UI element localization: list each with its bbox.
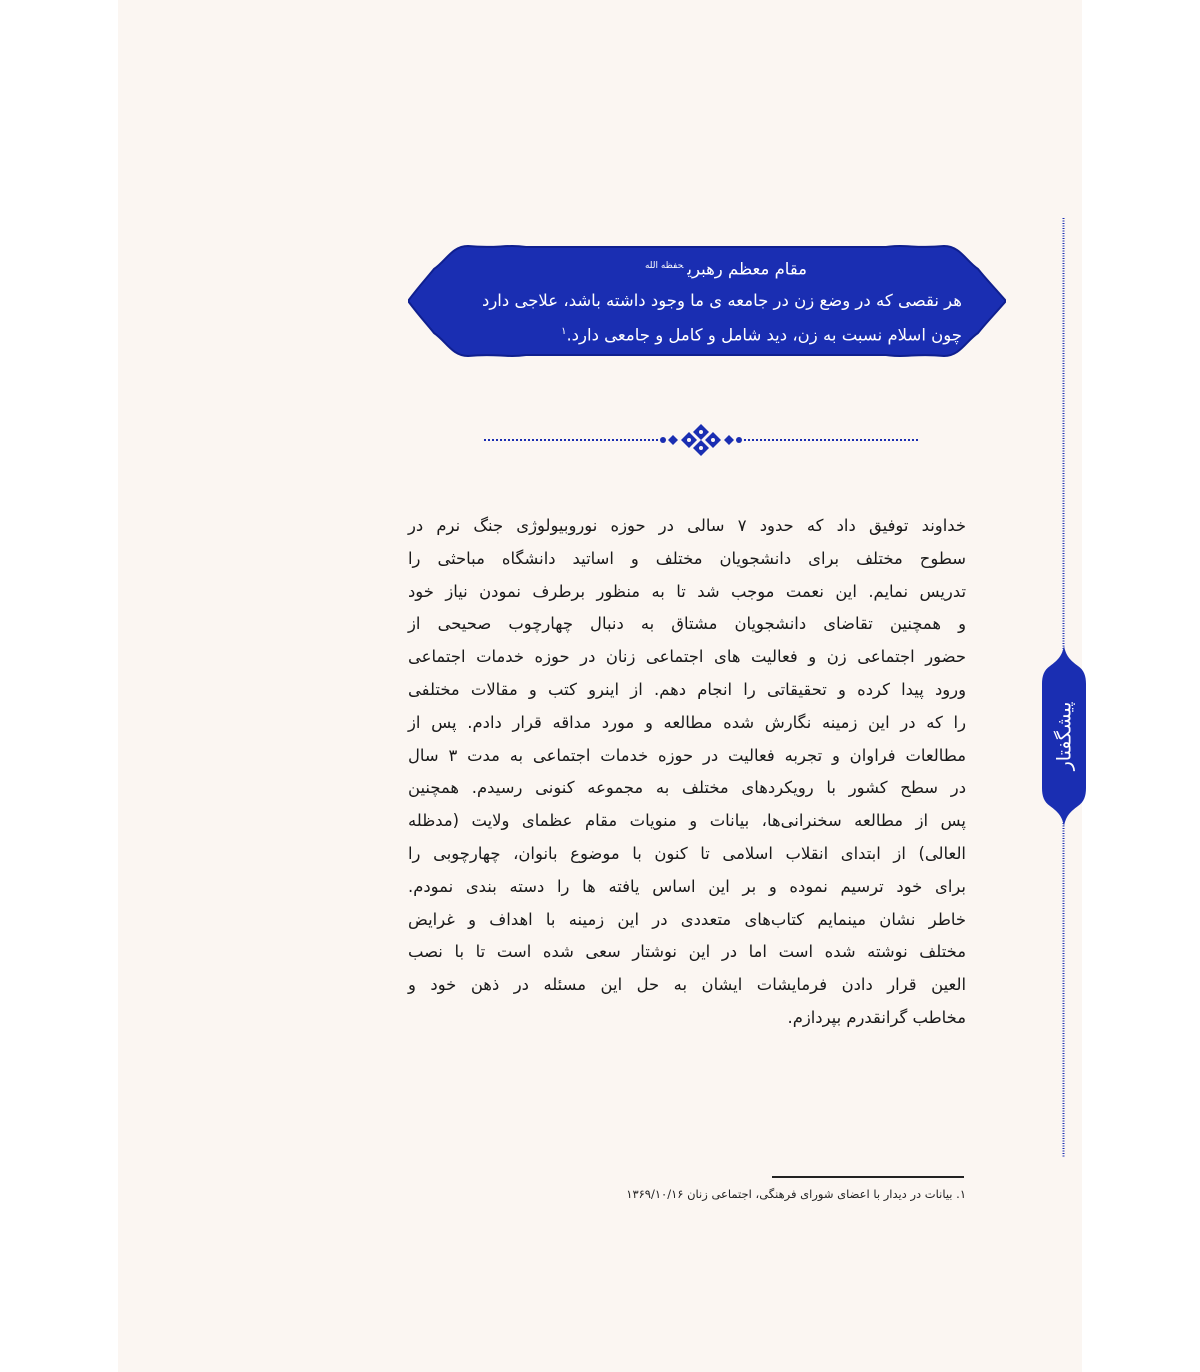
side-tab [1042,646,1086,826]
body-line: العالی) از ابتدای انقلاب اسلامی تا کنون با موضوع بانوان، چهارچوبی را [408,843,966,863]
quote-footnote-marker: ۱ [561,325,567,337]
body-line: پس از مطالعه سخنرانی‌ها، بیانات و منویات مقام عظمای ولایت (مدظله [408,811,966,831]
quote-line-2: چون اسلام نسبت به زن، دید شامل و کامل و جامعی دارد.$^۱$ [561,325,962,344]
body-line: تدریس نمایم. این نعمت موجب شد تا به منظور برطرف نمودن نیاز خود [408,581,966,601]
body-line: برای خود ترسیم نموده و بر این اساس یافته ها را دسته بندی نمودم. [408,876,966,896]
ornamental-divider [480,422,922,458]
quote-line-1: هر نقصی که در وضع زن در جامعه ی ما وجود داشته باشد، علاجی دارد [481,290,962,310]
quote-banner [408,243,1006,359]
footnote-separator [772,1176,964,1178]
body-line: العین قرار دادن فرمایشات ایشان به حل این مسئله در ذهن خود و [408,975,966,995]
quote-honorific: حفظه الله [644,261,684,271]
book-page [118,0,1082,1372]
body-line: را که در این زمینه نگارش شده مطالعه و مورد مداقه قرار دادم. پس از [408,712,966,732]
body-line: مخاطب گرانقدرم بپردازم. [787,1007,966,1027]
side-tab-label: پیشگفتار [1053,701,1075,771]
body-line: حضور اجتماعی زن و فعالیت های اجتماعی زنان در حوزه خدمات اجتماعی [408,647,966,667]
body-line: مختلف نوشته شده است اما در این نوشتار سعی شده است تا با نصب [408,942,966,962]
body-line: در سطح کشور با رویکردهای مختلف به مجموعه کنونی رسیدم. همچنین [408,778,966,798]
body-line: خداوند توفیق داد که حدود ۷ سالی در حوزه نوروبیولوژی جنگ نرم در [408,516,966,535]
body-line: ورود پیدا کرده و تحقیقاتی را انجام دهم. از اینرو کتب و مقالات مختلفی [408,679,966,699]
quote-author: مقام معظم رهبری$^{حفظه الله}$ [644,259,807,279]
body-paragraph [408,510,966,1035]
footnote: ۱. بیانات در دیدار با اعضای شورای فرهنگی، اجتماعی زنان ۱۳۶۹/۱۰/۱۶ [626,1187,966,1201]
body-line: و همچنین تقاضای دانشجویان مشتاق به دنبال چهارچوب صحیحی از [408,614,966,634]
quote-text [448,251,962,350]
body-line: خاطر نشان مینمایم کتاب‌های متعددی در این زمینه با اهداف و غرایض [408,909,966,929]
body-line: مطالعات فراوان و تجربه فعالیت در حوزه خدمات اجتماعی به مدت ۳ سال [408,745,966,765]
body-line: سطوح مختلف برای دانشجویان مختلف و اساتید دانشگاه مباحثی را [408,548,966,568]
